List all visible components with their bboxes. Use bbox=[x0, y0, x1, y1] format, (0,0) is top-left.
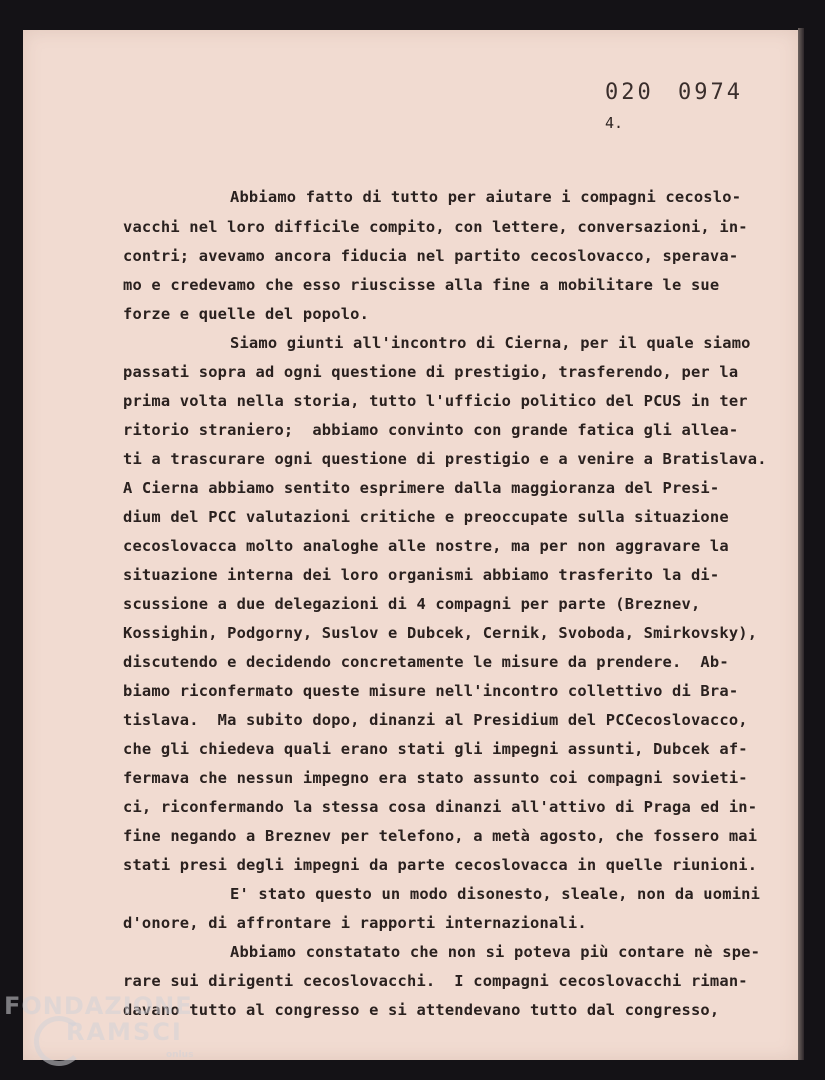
text-line: che gli chiedeva quali erano stati gli impegni assunti, Dubcek af- bbox=[123, 740, 748, 758]
text-line: dium del PCC valutazioni critiche e preoccupate sulla situazione bbox=[123, 508, 729, 526]
page-number: 4. bbox=[605, 114, 624, 132]
text-line: Kossighin, Podgorny, Suslov e Dubcek, Cernik, Svoboda, Smirkovsky), bbox=[123, 624, 758, 642]
text-line: ci, riconfermando la stessa cosa dinanzi all'attivo di Praga ed in- bbox=[123, 798, 758, 816]
text-line: d'onore, di affrontare i rapporti internazionali. bbox=[123, 914, 587, 932]
text-line: biamo riconfermato queste misure nell'incontro collettivo di Bra- bbox=[123, 682, 739, 700]
text-line: A Cierna abbiamo sentito esprimere dalla maggioranza del Presi- bbox=[123, 479, 720, 497]
text-line: Siamo giunti all'incontro di Cierna, per il quale siamo bbox=[230, 334, 751, 352]
text-line: contri; avevamo ancora fiducia nel partito cecoslovacco, sperava- bbox=[123, 247, 739, 265]
text-line: prima volta nella storia, tutto l'ufficio politico del PCUS in ter bbox=[123, 392, 748, 410]
text-line: scussione a due delegazioni di 4 compagni per parte (Breznev, bbox=[123, 595, 701, 613]
watermark-logo bbox=[4, 992, 204, 1072]
watermark-line2: RAMSCI bbox=[66, 1018, 183, 1046]
page-edge bbox=[798, 28, 804, 1060]
text-line: Abbiamo constatato che non si poteva più contare nè spe- bbox=[230, 943, 761, 961]
text-line: Abbiamo fatto di tutto per aiutare i compagni cecoslo- bbox=[230, 188, 742, 206]
watermark-suffix: onlus bbox=[166, 1050, 194, 1060]
document-page bbox=[23, 30, 798, 1060]
text-line: passati sopra ad ogni questione di prestigio, trasferendo, per la bbox=[123, 363, 739, 381]
text-line: discutendo e decidendo concretamente le misure da prendere. Ab- bbox=[123, 653, 729, 671]
text-line: rare sui dirigenti cecoslovacchi. I compagni cecoslovacchi riman- bbox=[123, 972, 748, 990]
text-line: cecoslovacca molto analoghe alle nostre, ma per non aggravare la bbox=[123, 537, 729, 555]
archive-number: 020 0974 bbox=[605, 80, 743, 105]
watermark-line1: FONDAZIONE bbox=[4, 992, 193, 1020]
text-line: forze e quelle del popolo. bbox=[123, 305, 370, 323]
text-line: fermava che nessun impegno era stato assunto coi compagni sovieti- bbox=[123, 769, 748, 787]
text-line: vacchi nel loro difficile compito, con lettere, conversazioni, in- bbox=[123, 218, 748, 236]
text-line: situazione interna dei loro organismi abbiamo trasferito la di- bbox=[123, 566, 720, 584]
text-line: ti a trascurare ogni questione di prestigio e a venire a Bratislava. bbox=[123, 450, 767, 468]
text-line: tislava. Ma subito dopo, dinanzi al Presidium del PCCecoslovacco, bbox=[123, 711, 748, 729]
text-line: mo e credevamo che esso riuscisse alla fine a mobilitare le sue bbox=[123, 276, 720, 294]
text-line: E' stato questo un modo disonesto, sleale, non da uomini bbox=[230, 885, 761, 903]
text-line: stati presi degli impegni da parte cecoslovacca in quelle riunioni. bbox=[123, 856, 758, 874]
text-line: fine negando a Breznev per telefono, a metà agosto, che fossero mai bbox=[123, 827, 758, 845]
text-line: davano tutto al congresso e si attendevano tutto dal congresso, bbox=[123, 1001, 720, 1019]
text-line: ritorio straniero; abbiamo convinto con grande fatica gli allea- bbox=[123, 421, 739, 439]
